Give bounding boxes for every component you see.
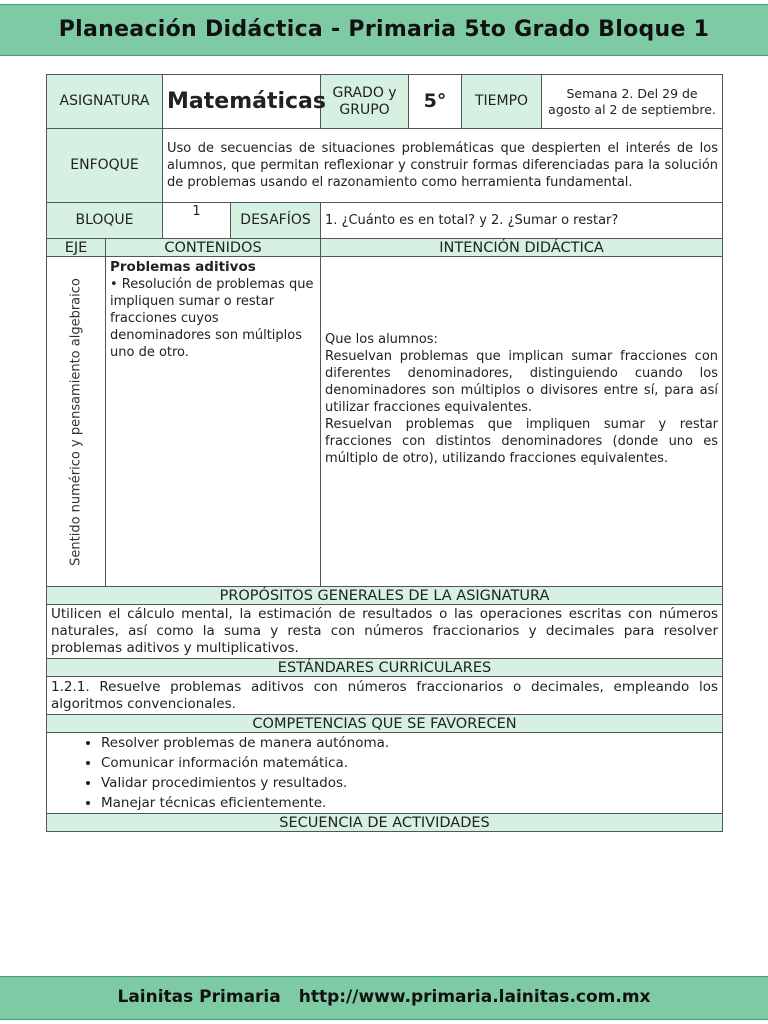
competencias-header: COMPETENCIAS QUE SE FAVORECEN bbox=[47, 715, 723, 733]
tiempo-label: TIEMPO bbox=[462, 75, 542, 129]
estandares-header: ESTÁNDARES CURRICULARES bbox=[47, 659, 723, 677]
intencion-p1: Resuelvan problemas que implican sumar fracciones con diferentes denominadores, distinguiendo cuando los denominadores son múltiplos o divisores entre sí, para así utilizar fracciones equivalentes. bbox=[325, 349, 719, 415]
tiempo-value: Semana 2. Del 29 de agosto al 2 de septiembre. bbox=[542, 75, 723, 129]
desafios-label: DESAFÍOS bbox=[231, 203, 321, 239]
footer-url[interactable]: http://www.primaria.lainitas.com.mx bbox=[298, 987, 651, 1007]
eje-cell bbox=[47, 257, 106, 587]
contenidos-text: • Resolución de problemas que impliquen sumar o restar fracciones cuyos denominadores son múltiplos uno de otro. bbox=[110, 277, 314, 360]
enfoque-label: ENFOQUE bbox=[47, 129, 163, 203]
footer-banner bbox=[0, 976, 768, 1020]
eje-text: Sentido numérico y pensamiento algebraico bbox=[68, 277, 84, 566]
propositos-text: Utilicen el cálculo mental, la estimación de resultados o las operaciones escritas con números naturales, así como la suma y resta con números fraccionarios y decimales para resolver problemas aditivos y multiplicativos. bbox=[47, 605, 723, 659]
contenidos-header: CONTENIDOS bbox=[106, 239, 321, 257]
intencion-cell bbox=[321, 257, 723, 587]
contenidos-title: Problemas aditivos bbox=[110, 259, 256, 275]
intencion-p2: Resuelvan problemas que impliquen sumar y restar fracciones con distintos denominadores (donde uno es múltiplo de otro), utilizando fracciones equivalentes. bbox=[325, 417, 719, 466]
asignatura-value: Matemáticas bbox=[163, 75, 321, 129]
page-title: Planeación Didáctica - Primaria 5to Grado Bloque 1 bbox=[58, 17, 710, 42]
footer-brand: Lainitas Primaria bbox=[117, 987, 281, 1007]
intencion-intro: Que los alumnos: bbox=[325, 332, 438, 347]
enfoque-text: Uso de secuencias de situaciones problemáticas que despierten el interés de los alumnos, que permitan reflexionar y construir formas diferenciadas para la solución de problemas usando el razonamiento como herramienta fundamental. bbox=[163, 129, 723, 203]
top-banner bbox=[0, 4, 768, 56]
competencias-cell bbox=[47, 733, 723, 814]
planning-table bbox=[46, 74, 723, 832]
footer-text bbox=[0, 987, 768, 1007]
eje-header: EJE bbox=[47, 239, 106, 257]
competencia-item: • Resolver problemas de manera autónoma. bbox=[101, 733, 718, 753]
estandares-text: 1.2.1. Resuelve problemas aditivos con números fraccionarios o decimales, empleando los algoritmos convencionales. bbox=[47, 677, 723, 715]
bloque-label: BLOQUE bbox=[47, 203, 163, 239]
intencion-header: INTENCIÓN DIDÁCTICA bbox=[321, 239, 723, 257]
desafios-value: 1. ¿Cuánto es en total? y 2. ¿Sumar o restar? bbox=[321, 203, 723, 239]
competencias-list bbox=[51, 733, 718, 813]
grado-label: GRADO y GRUPO bbox=[321, 75, 409, 129]
competencia-item: • Validar procedimientos y resultados. bbox=[101, 773, 718, 793]
secuencia-header: SECUENCIA DE ACTIVIDADES bbox=[47, 814, 723, 832]
competencia-item: • Comunicar información matemática. bbox=[101, 753, 718, 773]
propositos-header: PROPÓSITOS GENERALES DE LA ASIGNATURA bbox=[47, 587, 723, 605]
bloque-value: 1 bbox=[163, 203, 231, 239]
competencia-item: • Manejar técnicas eficientemente. bbox=[101, 793, 718, 813]
grado-value: 5° bbox=[409, 75, 462, 129]
contenidos-cell bbox=[106, 257, 321, 587]
asignatura-label: ASIGNATURA bbox=[47, 75, 163, 129]
